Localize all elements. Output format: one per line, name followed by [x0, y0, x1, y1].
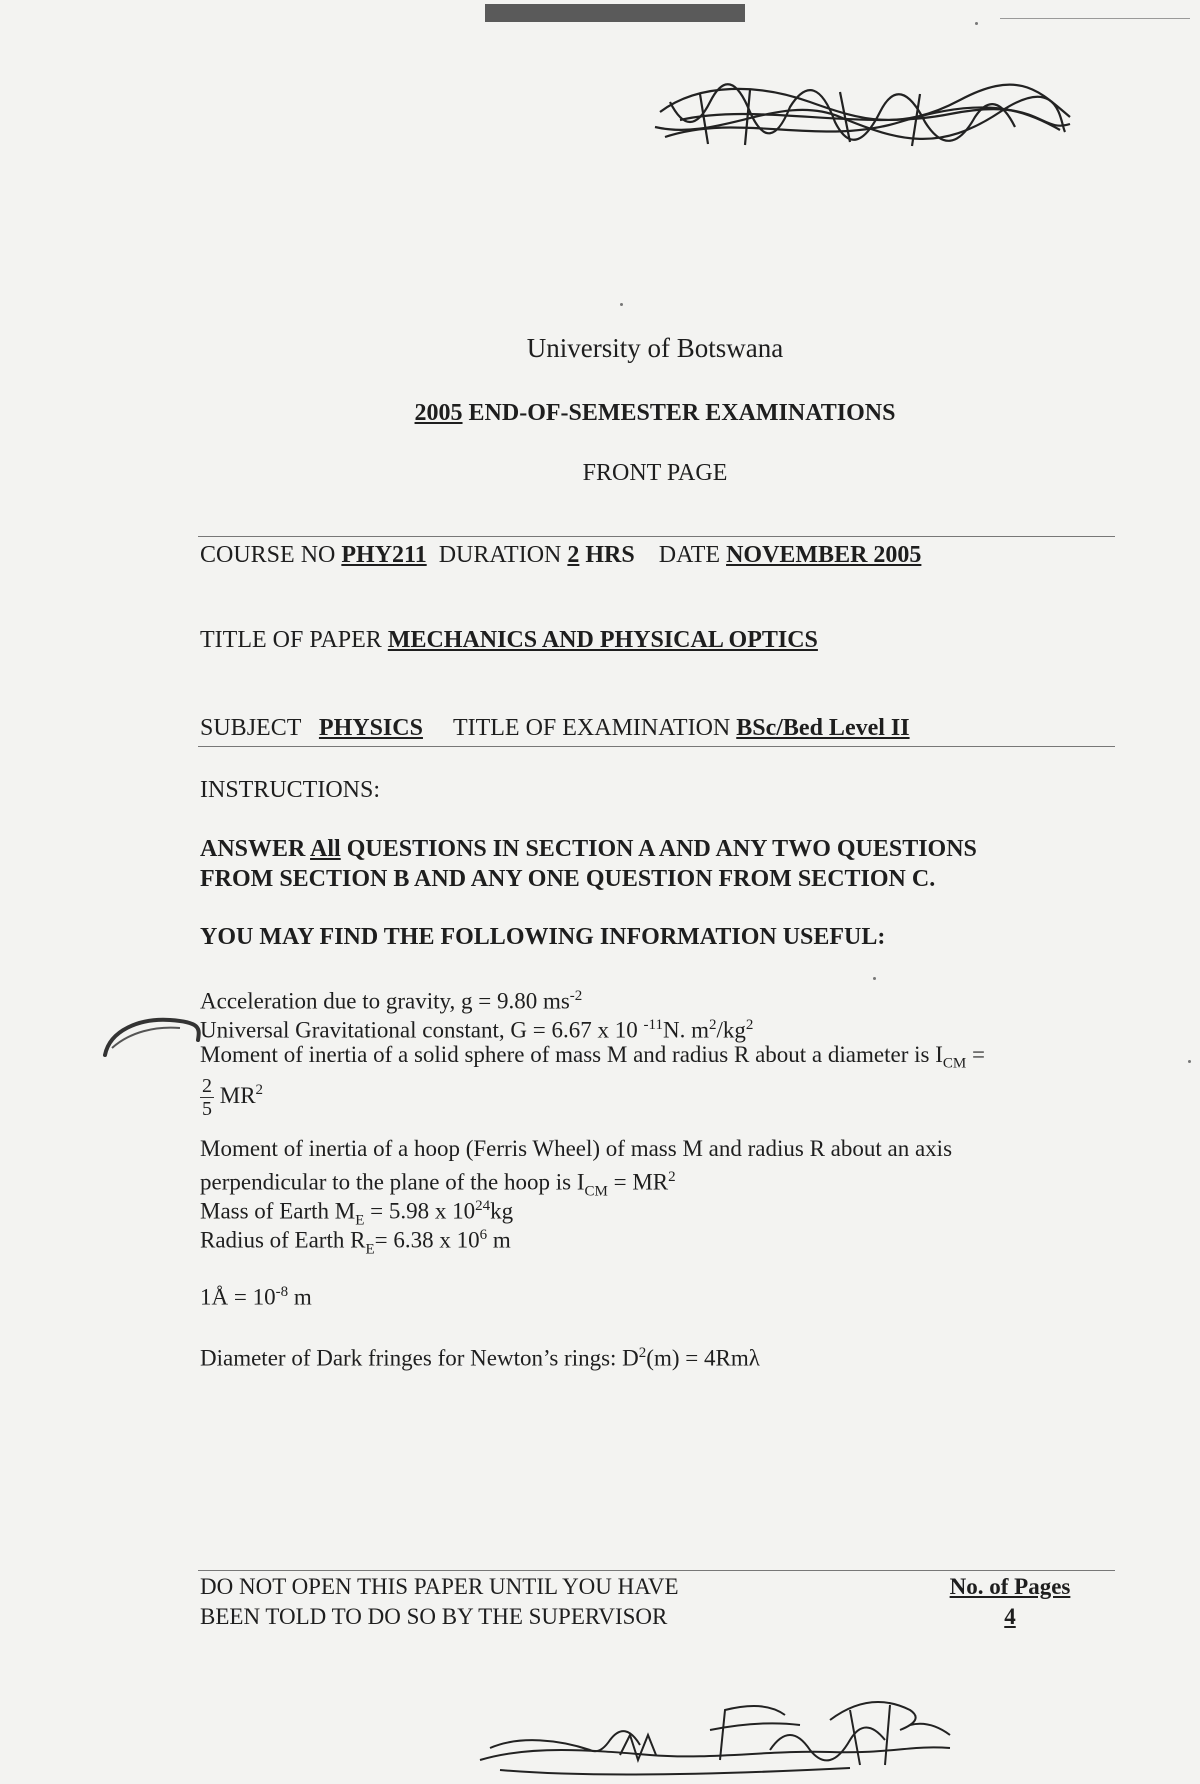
angstrom-unit: m: [288, 1284, 312, 1310]
exam-heading: [0, 400, 1200, 427]
earth-radius-subscript: E: [365, 1241, 375, 1258]
exam-title-value: BSc/Bed Level II: [736, 715, 910, 741]
sphere-formula: [200, 1075, 263, 1120]
useful-info-heading: YOU MAY FIND THE FOLLOWING INFORMATION USEFUL:: [200, 924, 886, 950]
paper-title-value: MECHANICS AND PHYSICAL OPTICS: [387, 627, 818, 653]
earth-mass-subscript: E: [355, 1212, 365, 1229]
gravity-text: Acceleration due to gravity, g = 9.80 ms: [200, 988, 570, 1014]
front-page-label: FRONT PAGE: [582, 460, 728, 486]
sphere-subscript: CM: [942, 1055, 967, 1072]
instruction-line-2: FROM SECTION B AND ANY ONE QUESTION FROM SECTION C.: [200, 866, 936, 892]
earth-mass-value: = 5.98 x 10: [364, 1198, 476, 1224]
exam-year: 2005: [414, 400, 463, 426]
hoop-text: perpendicular to the plane of the hoop is I: [200, 1169, 585, 1195]
earth-radius-value: = 6.38 x 10: [374, 1227, 480, 1253]
subject-line: [200, 715, 910, 742]
paper-title-line: [200, 627, 818, 654]
page-count-value: 4: [1004, 1604, 1016, 1629]
signature-scribble-top: [640, 72, 1080, 162]
earth-radius-exponent: 6: [479, 1227, 488, 1243]
date-value: NOVEMBER 2005: [726, 542, 922, 568]
scan-speck: [620, 303, 623, 306]
scan-speck: [975, 22, 978, 25]
earth-mass-exponent: 24: [475, 1198, 491, 1214]
duration-unit: HRS: [585, 542, 635, 568]
course-number: PHY211: [341, 542, 427, 568]
newton-text: Diameter of Dark fringes for Newton’s rings: D: [200, 1345, 639, 1371]
instructions-label: INSTRUCTIONS:: [200, 777, 381, 803]
sphere-mr: MR: [219, 1082, 256, 1108]
earth-mass-text: Mass of Earth M: [200, 1198, 356, 1224]
grav-const-units-tail-exponent: 2: [745, 1017, 754, 1033]
divider: [198, 1570, 1115, 1571]
footer-line-1: DO NOT OPEN THIS PAPER UNTIL YOU HAVE: [200, 1574, 679, 1599]
earth-mass-unit: kg: [490, 1198, 514, 1224]
subject-value: PHYSICS: [318, 715, 423, 741]
grav-const-units: N. m: [662, 1017, 709, 1043]
exam-title-label: TITLE OF EXAMINATION: [452, 715, 731, 741]
subject-label: SUBJECT: [200, 715, 301, 741]
instruction-rest: QUESTIONS IN SECTION A AND ANY TWO QUESTIONS: [346, 836, 977, 862]
duration-label: DURATION: [438, 542, 562, 568]
earth-radius-text: Radius of Earth R: [200, 1227, 366, 1253]
grav-const-exponent: -11: [643, 1017, 663, 1033]
grav-const-units-exponent: 2: [708, 1017, 717, 1033]
instruction-all: All: [310, 836, 341, 862]
sphere-text: Moment of inertia of a solid sphere of mass M and radius R about a diameter is I: [200, 1042, 943, 1067]
scan-top-line: [1000, 18, 1190, 19]
newton-rings: [200, 1339, 760, 1373]
university-name: University of Botswana: [526, 333, 784, 363]
date-label: DATE: [658, 542, 721, 568]
fraction-denominator: 5: [202, 1098, 212, 1120]
course-line: [200, 542, 921, 569]
grav-const-units-tail: /kg: [716, 1017, 746, 1043]
newton-exponent: 2: [638, 1345, 647, 1361]
earth-radius: [200, 1221, 511, 1264]
angstrom-definition: [200, 1278, 312, 1312]
hoop-subscript: CM: [584, 1183, 608, 1200]
page-count: [930, 1572, 1090, 1632]
signature-scribble-bottom: [470, 1690, 970, 1780]
exam-title: END-OF-SEMESTER EXAMINATIONS: [468, 400, 896, 426]
instruction-line-1: [200, 836, 977, 863]
newton-formula: (m) = 4Rmλ: [646, 1345, 760, 1371]
margin-pen-mark: [100, 1010, 210, 1060]
sphere-equals: =: [966, 1042, 985, 1067]
page-count-label: No. of Pages: [949, 1574, 1071, 1599]
course-label: COURSE NO: [200, 542, 336, 568]
footer-warning: [200, 1572, 679, 1632]
duration-value: 2: [567, 542, 580, 568]
scan-top-bar: [485, 4, 745, 22]
sphere-inertia: [200, 1040, 985, 1079]
footer-line-2: BEEN TOLD TO DO SO BY THE SUPERVISOR: [200, 1604, 668, 1629]
paper-title-label: TITLE OF PAPER: [200, 627, 382, 653]
instruction-answer: ANSWER: [200, 836, 306, 862]
divider: [198, 746, 1115, 747]
grav-const-text: Universal Gravitational constant, G = 6.67 x 10: [200, 1017, 638, 1043]
scan-speck: [873, 977, 876, 980]
hoop-inertia-line-1: Moment of inertia of a hoop (Ferris Wheel) of mass M and radius R about an axis: [200, 1136, 953, 1161]
scan-speck: [1188, 1060, 1191, 1063]
fraction-numerator: 2: [202, 1075, 212, 1097]
angstrom-text: 1Å = 10: [200, 1284, 276, 1310]
earth-radius-unit: m: [487, 1227, 511, 1253]
hoop-exponent: 2: [668, 1169, 676, 1185]
angstrom-exponent: -8: [275, 1284, 289, 1300]
sphere-mr-exponent: 2: [255, 1082, 264, 1099]
divider: [198, 536, 1115, 537]
fraction: [200, 1075, 214, 1120]
hoop-equals: = MR: [607, 1169, 669, 1195]
gravity-exponent: -2: [569, 988, 583, 1004]
